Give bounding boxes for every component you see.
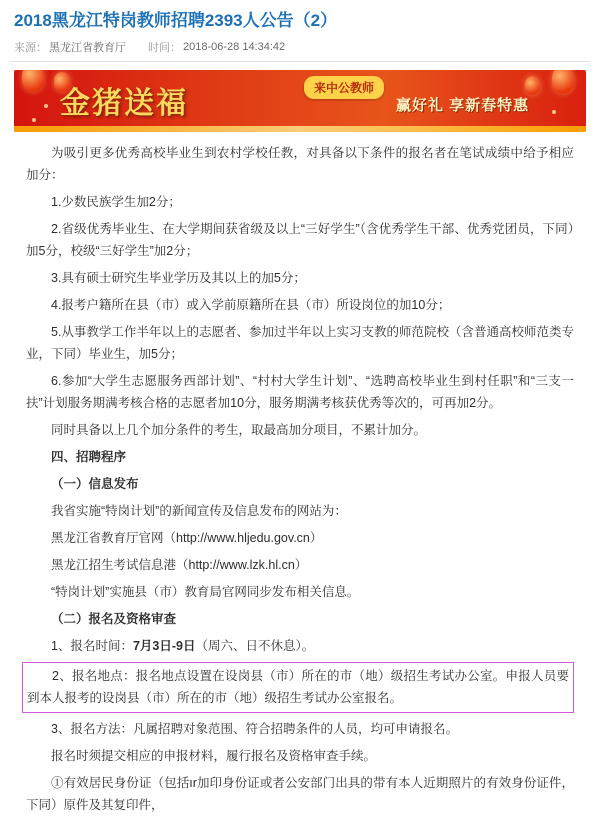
time-value: 2018-06-28 14:34:42 xyxy=(183,41,286,53)
source-value: 黑龙江省教育厅 xyxy=(49,42,126,54)
paragraph: 同时具备以上几个加分条件的考生，取最高加分项目，不累计加分。 xyxy=(51,423,427,437)
paragraph: 5.从事教学工作半年以上的志愿者、参加过半年以上实习支教的师范院校（含普通高校师范类专业，下同）毕业生，加5分； xyxy=(26,325,574,361)
paragraph: 2、报名地点：报名地点设置在设岗县（市）所在的市（地）级招生考试办公室。申报人员要到本人报考的设岗县（市）所在的市（地）级招生考试办公室报名。 xyxy=(27,669,569,705)
paragraph: 我省实施“特岗计划”的新闻宣传及信息发布的网站为： xyxy=(51,504,347,518)
promo-banner[interactable] xyxy=(14,70,586,132)
lantern-icon xyxy=(22,70,44,92)
paragraph: “特岗计划”实施县（市）教育局官网同步发布相关信息。 xyxy=(51,585,360,599)
registration-time-suffix: （周六、日不休息）。 xyxy=(195,639,315,653)
paragraph-link-lzk[interactable]: 黑龙江招生考试信息港（http://www.lzk.hl.cn） xyxy=(51,558,308,572)
sparkle-icon xyxy=(32,118,36,122)
banner-ribbon-text: 来中公教师 xyxy=(304,76,384,99)
paragraph: 3.具有硕士研究生毕业学历及其以上的加5分； xyxy=(51,271,306,285)
paragraph-link-edu[interactable]: 黑龙江省教育厅官网（http://www.hljedu.gov.cn） xyxy=(51,531,323,545)
subsection-heading: （一）信息发布 xyxy=(51,477,139,491)
paragraph: ①有效居民身份证（包括ır加印身份证或者公安部门出具的带有本人近期照片的有效身份证件，下同）原件及其复印件， xyxy=(26,776,574,812)
sparkle-icon xyxy=(44,104,48,108)
banner-main-text: 金猪送福 xyxy=(60,86,188,121)
lantern-icon xyxy=(525,76,540,95)
paragraph: 为吸引更多优秀高校毕业生到农村学校任教，对具备以下条件的报名者在笔试成绩中给予相应加分： xyxy=(26,146,574,182)
banner-bottom-strip xyxy=(14,126,586,132)
paragraph: 4.报考户籍所在县（市）或入学前原籍所在县（市）所设岗位的加10分； xyxy=(51,298,451,312)
sparkle-icon xyxy=(552,110,556,114)
header-divider xyxy=(10,61,590,62)
article-meta xyxy=(0,36,600,61)
article-body xyxy=(0,132,600,816)
paragraph: 1.少数民族学生加2分； xyxy=(51,195,181,209)
source-label: 来源： xyxy=(14,42,47,54)
subsection-heading: （二）报名及资格审查 xyxy=(51,612,177,626)
paragraph: 2.省级优秀毕业生、在大学期间获省级及以上“三好学生”（含优秀学生干部、优秀党团员，下同）加5分，校级“三好学生”加2分； xyxy=(26,222,574,258)
section-heading: 四、招聘程序 xyxy=(51,450,127,464)
banner-sub-text: 赢好礼 享新春特惠 xyxy=(396,97,530,114)
paragraph: 3、报名方法：凡属招聘对象范围、符合招聘条件的人员，均可申请报名。 xyxy=(51,722,458,736)
paragraph: 6.参加“大学生志愿服务西部计划”、“村村大学生计划”、“选聘高校毕业生到村任职”和“三支一扶”计划服务期满考核合格的志愿者加10分，服务期满考核获优秀等次的，可再加2分。 xyxy=(26,374,574,410)
registration-time-paragraph xyxy=(26,635,574,657)
lantern-icon xyxy=(552,70,574,94)
registration-time-prefix: 1、报名时间： xyxy=(51,639,133,653)
time-label: 时间： xyxy=(148,42,181,54)
paragraph: 报名时须提交相应的申报材料，履行报名及资格审查手续。 xyxy=(51,749,377,763)
page-title: 2018黑龙江特岗教师招聘2393人公告（2） xyxy=(14,11,338,30)
registration-time-value: 7月3日-9日 xyxy=(132,639,196,653)
highlighted-note xyxy=(22,662,574,713)
